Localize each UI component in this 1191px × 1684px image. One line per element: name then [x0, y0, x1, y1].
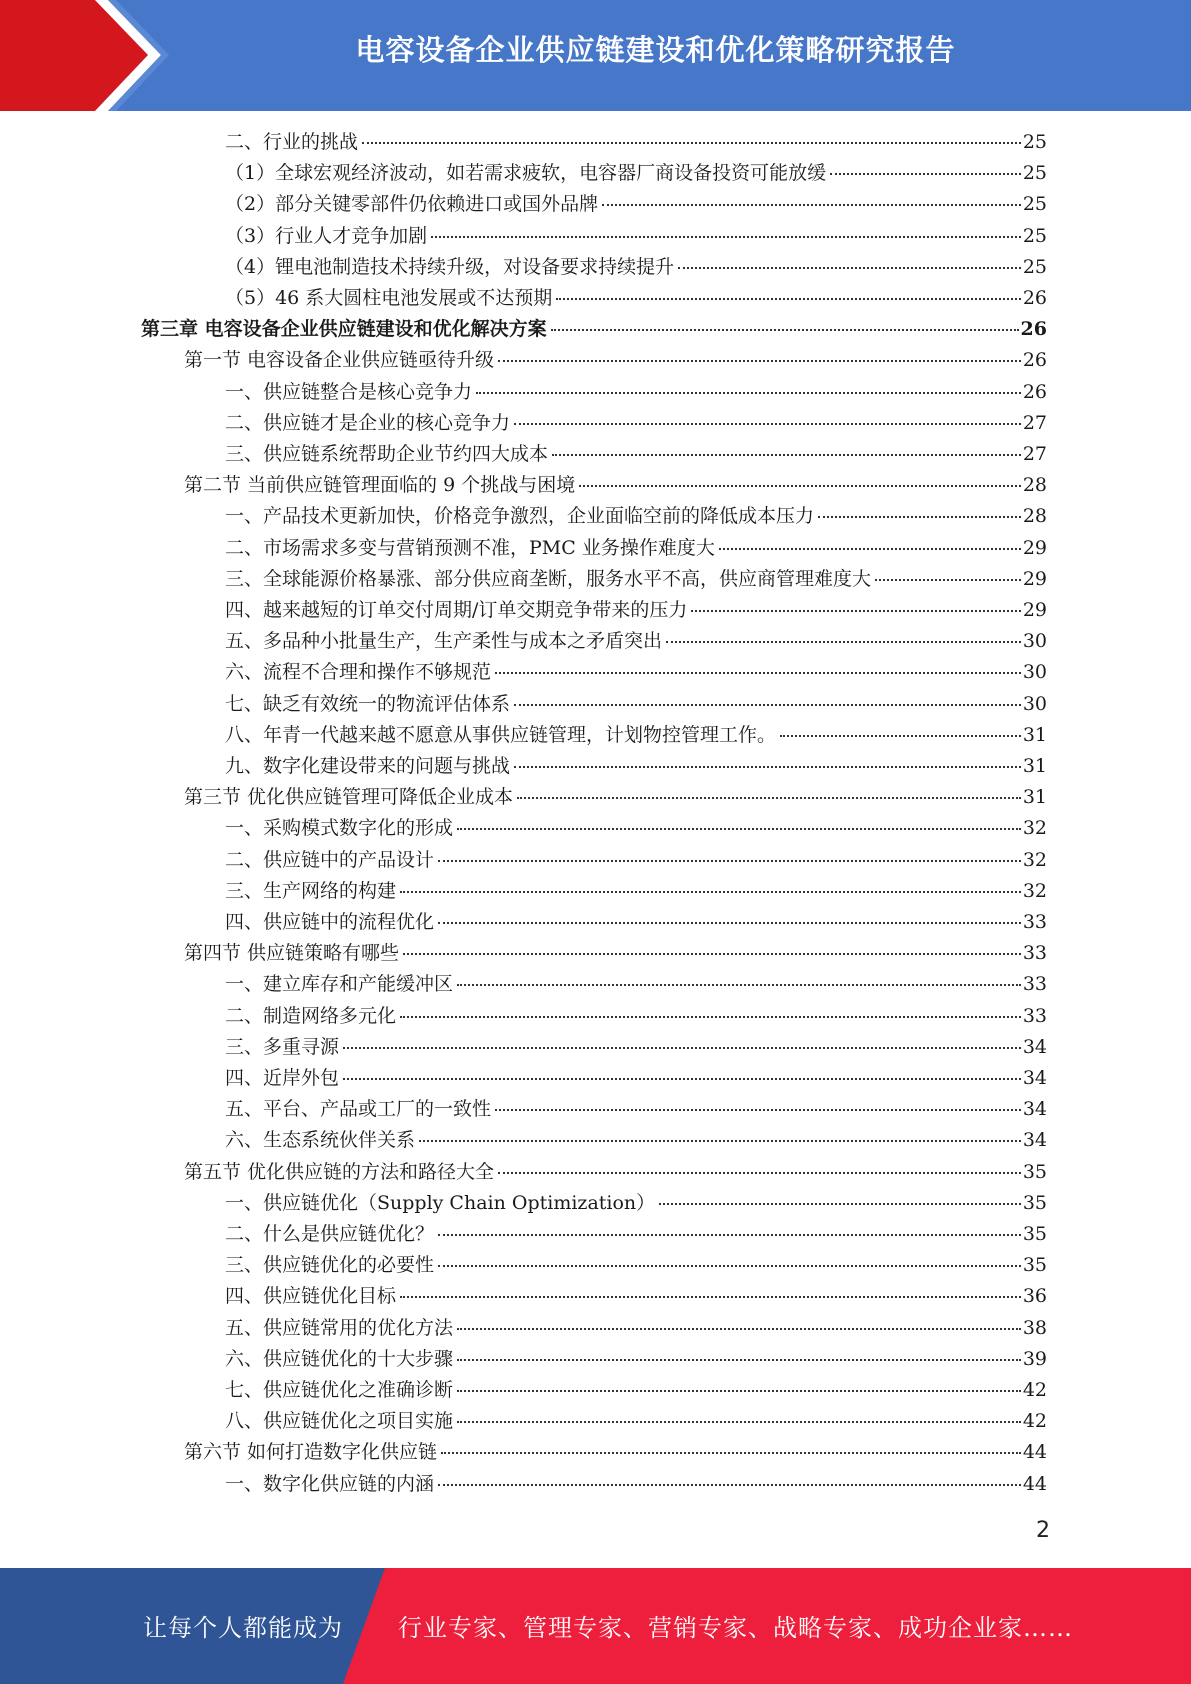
toc-dot-leader: [441, 1452, 1021, 1454]
toc-subsection-entry[interactable]: [225, 1219, 1047, 1250]
toc-entry-label: 二、什么是供应链优化？: [225, 1223, 435, 1245]
toc-dot-leader: [343, 1078, 1021, 1080]
toc-entry-label: 一、建立库存和产能缓冲区: [225, 973, 454, 996]
toc-dot-leader: [457, 828, 1021, 830]
toc-dot-leader: [830, 173, 1021, 175]
toc-entry-label: 第六节 如何打造数字化供应链: [184, 1441, 438, 1464]
toc-dot-leader: [343, 1047, 1021, 1049]
toc-entry-label: 三、供应链系统帮助企业节约四大成本: [225, 443, 549, 465]
toc-entry-page: 29: [1022, 536, 1047, 559]
toc-entry-label: 二、供应链才是企业的核心竞争力: [225, 411, 511, 434]
toc-entry-page: 25: [1022, 255, 1047, 278]
toc-entry-label: 三、全球能源价格暴涨、部分供应商垄断，服务水平不高，供应商管理难度大: [225, 567, 872, 590]
toc-subsection-entry[interactable]: [225, 657, 1047, 688]
toc-entry-label: 二、供应链中的产品设计: [225, 848, 435, 871]
toc-entry-page: 29: [1022, 599, 1047, 621]
toc-subsection-entry[interactable]: [225, 1375, 1047, 1406]
toc-entry-page: 39: [1022, 1347, 1047, 1370]
toc-entry-label: 四、供应链中的流程优化: [225, 911, 435, 933]
toc-entry-label: 八、供应链优化之项目实施: [225, 1410, 454, 1433]
toc-subsection-entry[interactable]: [225, 751, 1047, 782]
toc-entry-page: 26: [1020, 318, 1047, 341]
toc-entry-page: 33: [1022, 1004, 1047, 1027]
toc-dot-leader: [495, 1109, 1021, 1111]
toc-section-entry[interactable]: [184, 345, 1047, 376]
toc-dot-leader: [719, 548, 1021, 550]
toc-subsection-entry[interactable]: [225, 377, 1047, 408]
toc-entry-label: 四、供应链优化目标: [225, 1285, 397, 1308]
toc-dot-leader: [678, 267, 1021, 269]
toc-entry-page: 27: [1022, 411, 1047, 434]
toc-dot-leader: [400, 891, 1021, 893]
toc-entry-page: 25: [1022, 131, 1047, 153]
toc-entry-page: 44: [1022, 1472, 1047, 1495]
toc-dot-leader: [403, 953, 1021, 955]
toc-dot-leader: [400, 1016, 1021, 1018]
toc-dot-leader: [498, 360, 1021, 362]
toc-subsection-entry[interactable]: [225, 876, 1047, 907]
toc-dot-leader: [552, 454, 1021, 456]
toc-entry-page: 42: [1022, 1410, 1047, 1433]
toc-entry-label: （2）部分关键零部件仍依赖进口或国外品牌: [225, 193, 599, 216]
toc-subsection-entry[interactable]: [225, 1250, 1047, 1281]
toc-entry-page: 28: [1022, 474, 1047, 497]
toc-entry-label: 一、供应链优化（Supply Chain Optimization）: [225, 1191, 656, 1214]
toc-dot-leader: [438, 860, 1021, 862]
toc-subsection-entry[interactable]: [225, 533, 1047, 564]
toc-entry-page: 31: [1022, 723, 1047, 746]
toc-subsection-entry[interactable]: [225, 252, 1047, 283]
toc-entry-page: 44: [1022, 1441, 1047, 1464]
toc-dot-leader: [438, 1265, 1021, 1267]
toc-section-entry[interactable]: [184, 1157, 1047, 1188]
toc-subsection-entry[interactable]: [225, 969, 1047, 1000]
toc-entry-label: 三、生产网络的构建: [225, 879, 397, 902]
toc-subsection-entry[interactable]: [225, 189, 1047, 220]
toc-entry-label: 五、平台、产品或工厂的一致性: [225, 1098, 492, 1121]
toc-entry-label: 三、供应链优化的必要性: [225, 1254, 435, 1277]
toc-dot-leader: [579, 485, 1021, 487]
toc-entry-page: 34: [1022, 1067, 1047, 1089]
toc-subsection-entry[interactable]: [225, 1125, 1047, 1156]
toc-dot-leader: [666, 641, 1021, 643]
toc-entry-label: 第三章 电容设备企业供应链建设和优化解决方案: [141, 318, 547, 341]
toc-entry-page: 27: [1022, 443, 1047, 465]
toc-dot-leader: [438, 1484, 1021, 1486]
toc-entry-label: 七、供应链优化之准确诊断: [225, 1379, 454, 1401]
toc-entry-label: 五、供应链常用的优化方法: [225, 1316, 454, 1339]
toc-entry-label: 第一节 电容设备企业供应链亟待升级: [184, 349, 495, 372]
toc-entry-page: 25: [1022, 162, 1047, 185]
toc-dot-leader: [602, 204, 1021, 206]
toc-entry-page: 33: [1022, 911, 1047, 933]
toc-entry-label: 三、多重寻源: [225, 1035, 340, 1058]
toc-subsection-entry[interactable]: [225, 907, 1047, 938]
toc-entry-page: 31: [1022, 755, 1047, 777]
toc-entry-page: 34: [1022, 1098, 1047, 1121]
toc-entry-label: 第二节 当前供应链管理面临的 9 个挑战与困境: [184, 474, 576, 497]
toc-entry-page: 35: [1022, 1254, 1047, 1277]
toc-subsection-entry[interactable]: [225, 595, 1047, 626]
toc-entry-page: 25: [1022, 193, 1047, 216]
footer-slogan-left: 让每个人都能成为: [143, 1614, 343, 1642]
toc-entry-page: 29: [1022, 567, 1047, 590]
toc-subsection-entry[interactable]: [225, 127, 1047, 158]
toc-subsection-entry[interactable]: [225, 221, 1047, 252]
toc-subsection-entry[interactable]: [225, 720, 1047, 751]
toc-entry-label: 第三节 优化供应链管理可降低企业成本: [184, 786, 514, 809]
toc-dot-leader: [818, 516, 1021, 518]
toc-entry-label: 一、产品技术更新加快，价格竞争激烈，企业面临空前的降低成本压力: [225, 505, 815, 528]
toc-dot-leader: [431, 236, 1021, 238]
toc-dot-leader: [457, 1328, 1021, 1330]
toc-dot-leader: [551, 329, 1019, 331]
toc-dot-leader: [362, 142, 1021, 144]
page-header: [0, 0, 1191, 111]
toc-entry-page: 32: [1022, 817, 1047, 840]
toc-entry-page: 26: [1022, 349, 1047, 372]
toc-entry-label: 四、越来越短的订单交付周期/订单交期竞争带来的压力: [225, 599, 688, 621]
toc-subsection-entry[interactable]: [225, 158, 1047, 189]
toc-entry-page: 30: [1022, 661, 1047, 684]
toc-entry-label: 六、流程不合理和操作不够规范: [225, 661, 492, 684]
toc-subsection-entry[interactable]: [225, 1001, 1047, 1032]
toc-entry-label: 六、供应链优化的十大步骤: [225, 1347, 454, 1370]
toc-subsection-entry[interactable]: [225, 626, 1047, 657]
document-title: 电容设备企业供应链建设和优化策略研究报告: [355, 33, 956, 67]
toc-entry-label: （5）46 系大圆柱电池发展或不达预期: [225, 287, 553, 309]
toc-subsection-entry[interactable]: [225, 439, 1047, 470]
toc-subsection-entry[interactable]: [225, 1188, 1047, 1219]
toc-entry-label: 四、近岸外包: [225, 1067, 340, 1089]
toc-chapter-entry[interactable]: [141, 314, 1047, 345]
toc-dot-leader: [419, 1140, 1021, 1142]
toc-entry-label: 六、生态系统伙伴关系: [225, 1129, 416, 1152]
toc-dot-leader: [514, 766, 1021, 768]
toc-dot-leader: [875, 579, 1021, 581]
toc-dot-leader: [438, 922, 1021, 924]
toc-dot-leader: [457, 1421, 1021, 1423]
toc-subsection-entry[interactable]: [225, 689, 1047, 720]
toc-dot-leader: [457, 984, 1021, 986]
toc-entry-page: 31: [1022, 786, 1047, 809]
toc-entry-page: 30: [1022, 630, 1047, 653]
toc-dot-leader: [457, 1359, 1021, 1361]
toc-dot-leader: [514, 423, 1021, 425]
toc-entry-page: 38: [1022, 1316, 1047, 1339]
toc-subsection-entry[interactable]: [225, 1313, 1047, 1344]
toc-entry-page: 30: [1022, 692, 1047, 715]
toc-dot-leader: [400, 1296, 1021, 1298]
toc-subsection-entry[interactable]: [225, 1406, 1047, 1437]
toc-entry-label: 二、行业的挑战: [225, 131, 359, 153]
toc-entry-label: （1）全球宏观经济波动，如若需求疲软，电容器厂商设备投资可能放缓: [225, 162, 827, 185]
toc-subsection-entry[interactable]: [225, 813, 1047, 844]
toc-entry-page: 32: [1022, 848, 1047, 871]
toc-entry-page: 32: [1022, 879, 1047, 902]
toc-entry-page: 33: [1022, 942, 1047, 965]
toc-entry-label: 一、采购模式数字化的形成: [225, 817, 454, 840]
page-footer: [0, 1568, 1191, 1684]
toc-subsection-entry[interactable]: [225, 1032, 1047, 1063]
toc-subsection-entry[interactable]: [225, 845, 1047, 876]
toc-subsection-entry[interactable]: [225, 1094, 1047, 1125]
toc-section-entry[interactable]: [184, 938, 1047, 969]
toc-entry-label: 二、制造网络多元化: [225, 1004, 397, 1027]
toc-dot-leader: [495, 672, 1021, 674]
toc-entry-page: 26: [1022, 380, 1047, 403]
toc-dot-leader: [438, 1234, 1021, 1236]
toc-dot-leader: [517, 797, 1021, 799]
toc-subsection-entry[interactable]: [225, 1063, 1047, 1094]
toc-dot-leader: [659, 1203, 1021, 1205]
toc-entry-label: 第五节 优化供应链的方法和路径大全: [184, 1160, 495, 1183]
toc-entry-label: 第四节 供应链策略有哪些: [184, 942, 400, 965]
toc-dot-leader: [780, 735, 1021, 737]
toc-entry-label: 二、市场需求多变与营销预测不准，PMC 业务操作难度大: [225, 536, 715, 559]
toc-entry-label: 七、缺乏有效统一的物流评估体系: [225, 692, 511, 715]
toc-subsection-entry[interactable]: [225, 1344, 1047, 1375]
toc-entry-page: 34: [1022, 1035, 1047, 1058]
toc-entry-page: 33: [1022, 973, 1047, 996]
toc-entry-page: 42: [1022, 1379, 1047, 1401]
toc-dot-leader: [691, 610, 1020, 612]
toc-section-entry[interactable]: [184, 782, 1047, 813]
toc-entry-page: 36: [1022, 1285, 1047, 1308]
toc-subsection-entry[interactable]: [225, 1281, 1047, 1312]
toc-entry-label: 九、数字化建设带来的问题与挑战: [225, 755, 511, 777]
toc-entry-page: 35: [1022, 1191, 1047, 1214]
toc-subsection-entry[interactable]: [225, 1469, 1047, 1500]
toc-dot-leader: [514, 704, 1021, 706]
toc-entry-page: 25: [1022, 224, 1047, 247]
toc-entry-page: 28: [1022, 505, 1047, 528]
toc-dot-leader: [457, 1390, 1021, 1392]
toc-entry-page: 26: [1022, 287, 1047, 309]
toc-entry-page: 34: [1022, 1129, 1047, 1152]
footer-slogan-right: 行业专家、管理专家、营销专家、战略专家、成功企业家……: [398, 1614, 1073, 1642]
toc-subsection-entry[interactable]: [225, 501, 1047, 532]
toc-subsection-entry[interactable]: [225, 408, 1047, 439]
toc-subsection-entry[interactable]: [225, 283, 1047, 314]
toc-entry-page: 35: [1022, 1160, 1047, 1183]
toc-dot-leader: [498, 1172, 1021, 1174]
toc-dot-leader: [556, 298, 1021, 300]
page-number: 2: [1036, 1518, 1050, 1543]
toc-section-entry[interactable]: [184, 1437, 1047, 1468]
toc-entry-label: 一、供应链整合是核心竞争力: [225, 380, 473, 403]
toc-section-entry[interactable]: [184, 470, 1047, 501]
toc-entry-label: 八、年青一代越来越不愿意从事供应链管理，计划物控管理工作。: [225, 723, 777, 746]
toc-subsection-entry[interactable]: [225, 564, 1047, 595]
toc-dot-leader: [476, 392, 1021, 394]
toc-entry-label: 一、数字化供应链的内涵: [225, 1472, 435, 1495]
toc-entry-label: （3）行业人才竞争加剧: [225, 224, 428, 247]
toc-entry-page: 35: [1022, 1223, 1047, 1245]
toc-entry-label: 五、多品种小批量生产，生产柔性与成本之矛盾突出: [225, 630, 663, 653]
toc-entry-label: （4）锂电池制造技术持续升级，对设备要求持续提升: [225, 255, 675, 278]
